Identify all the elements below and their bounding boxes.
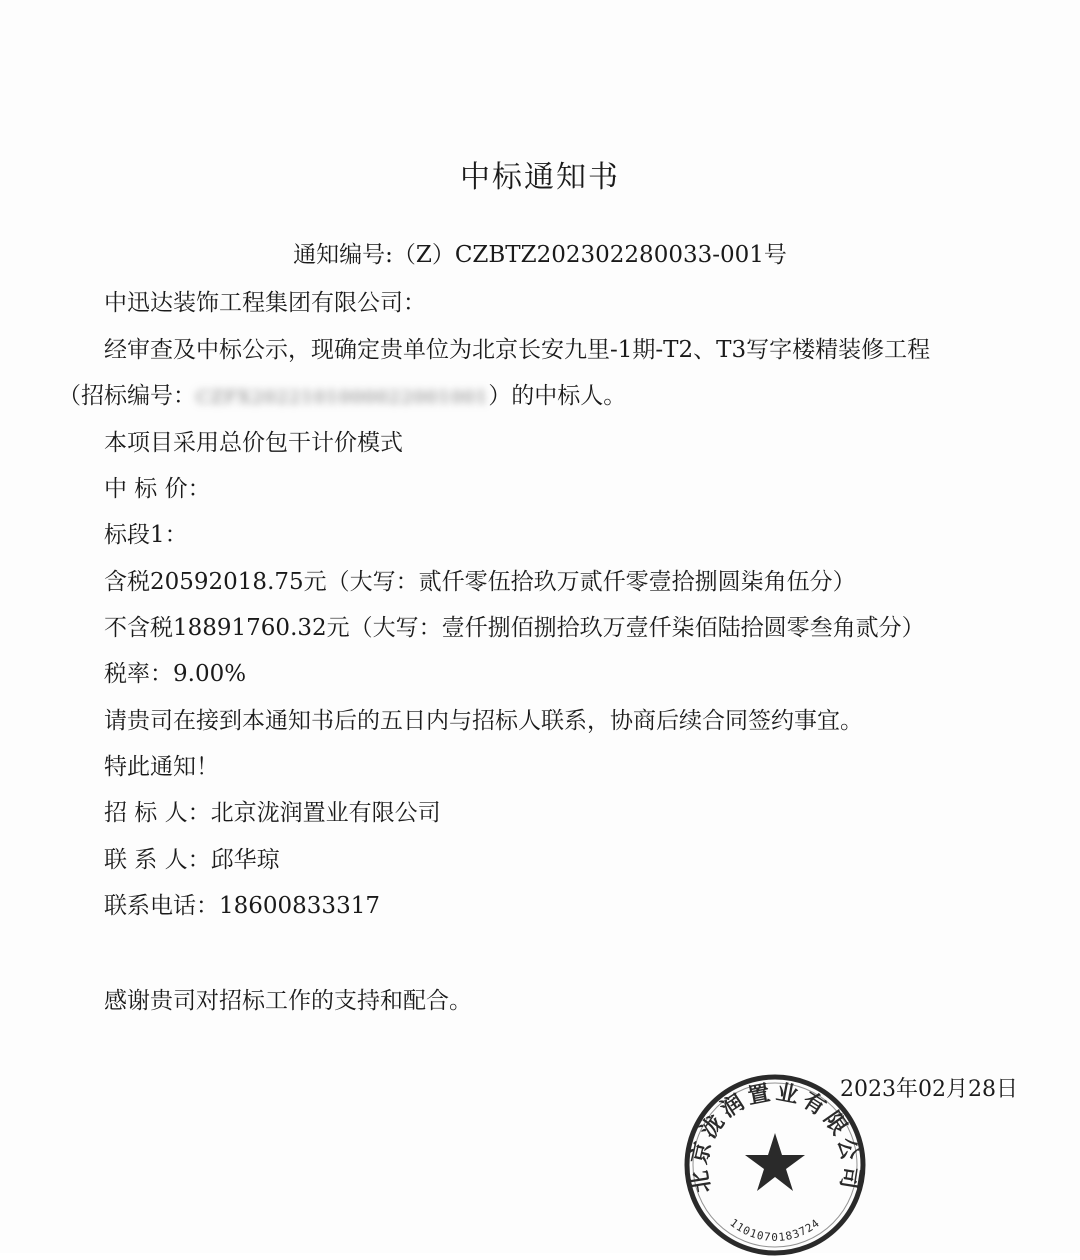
award-paragraph-line1: 经审查及中标公示，现确定贵单位为北京长安九里-1期-T2、T3写字楼精装修工程	[104, 337, 931, 363]
price-without-tax: 不含税18891760.32元（大写：壹仟捌佰捌拾玖万壹仟柒佰陆拾圆零叁角贰分）	[104, 615, 925, 641]
price-with-tax: 含税20592018.75元（大写：贰仟零伍拾玖万贰仟零壹拾捌圆柒角伍分）	[104, 569, 856, 595]
tender-number-prefix: （招标编号：	[58, 383, 196, 409]
bid-price-label: 中 标 价：	[104, 476, 211, 502]
addressee: 中迅达装饰工程集团有限公司：	[104, 290, 426, 316]
issue-date: 2023年02月28日	[840, 1077, 1018, 1102]
award-paragraph-line2	[58, 377, 626, 410]
seal-company-name: 北京泷润置业有限公司	[686, 1079, 864, 1195]
closing: 特此通知！	[104, 754, 219, 780]
tender-number-redacted: CZFX2022101000022001001	[196, 386, 489, 408]
contact-person: 联 系 人：邱华琼	[104, 847, 280, 873]
document-title: 中标通知书	[460, 160, 620, 195]
thanks: 感谢贵司对招标工作的支持和配合。	[104, 988, 472, 1014]
notice-number: 通知编号:（Z）CZBTZ202302280033-001号	[293, 242, 787, 268]
seal-star-icon	[745, 1133, 805, 1191]
instruction: 请贵司在接到本通知书后的五日内与招标人联系，协商后续合同签约事宜。	[104, 708, 863, 734]
lot-label: 标段1：	[104, 522, 188, 548]
tenderer: 招 标 人：北京泷润置业有限公司	[104, 800, 441, 826]
tax-rate: 税率：9.00%	[104, 661, 247, 687]
contact-phone: 联系电话：18600833317	[104, 893, 380, 919]
tender-number-suffix: ）的中标人。	[488, 383, 627, 409]
seal-code: 1101070183724	[727, 1216, 823, 1245]
pricing-mode: 本项目采用总价包干计价模式	[104, 430, 403, 456]
